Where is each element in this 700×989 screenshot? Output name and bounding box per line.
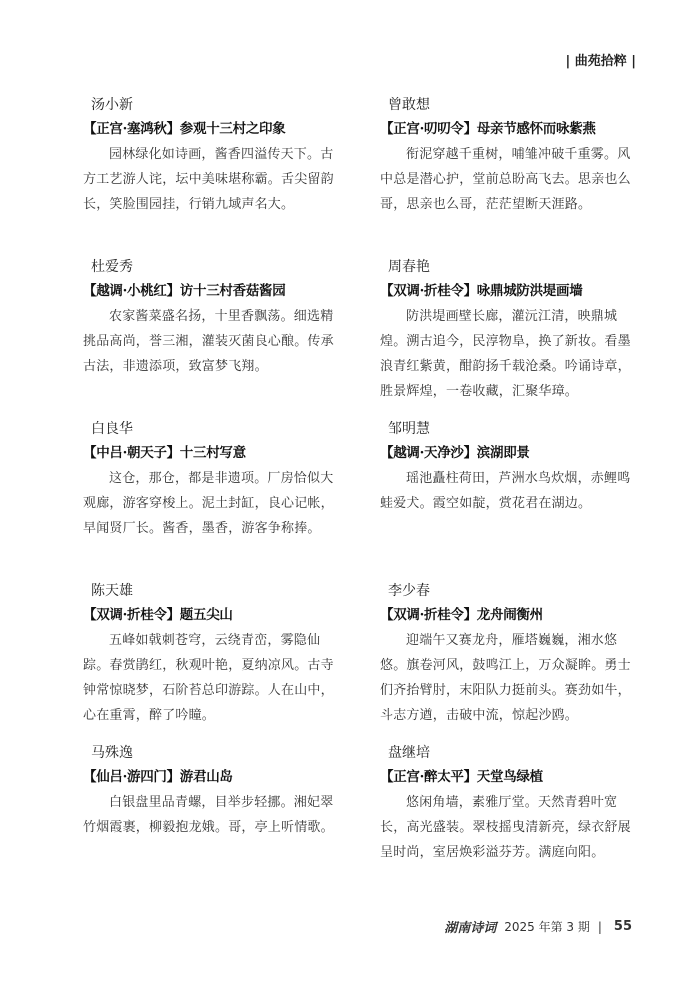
poem-body: 园林绿化如诗画，酱香四溢传天下。古方工艺游人诧，坛中美味堪称霸。舌尖留韵长，笑脸围园挂，行销九域声名大。 — [83, 147, 334, 212]
poem — [380, 94, 632, 256]
poem — [83, 418, 335, 580]
poem-title: 【越调·天净沙】滨湖即景 — [380, 445, 530, 461]
poem-author: 白良华 — [91, 421, 133, 437]
poem-body: 防洪堤画壁长廊，灌沅江清，映鼎城煌。溯古追今，民淳物阜，换了新妆。看墨浪青红紫黄，酣韵扬千载沧桑。吟诵诗章，胜景辉煌，一卷收藏，汇聚华璋。 — [380, 309, 631, 399]
poem-author: 汤小新 — [91, 97, 133, 113]
poem-author: 盘继培 — [388, 745, 430, 761]
poem-author: 李少春 — [388, 583, 430, 599]
poem-title: 【越调·小桃红】访十三村香菇酱园 — [83, 283, 286, 299]
poem-author: 曾敢想 — [388, 97, 430, 113]
poem-author: 马殊逸 — [91, 745, 133, 761]
poem — [83, 580, 335, 742]
poem-title: 【双调·折桂令】咏鼎城防洪堤画墙 — [380, 283, 583, 299]
poem-body: 白银盘里品青螺，目举步轻挪。湘妃翠竹烟霞裹，柳毅抱龙娥。哥，亭上听情歌。 — [83, 795, 334, 835]
poem-author: 邹明慧 — [388, 421, 430, 437]
poem-body: 农家酱菜盛名扬，十里香飘荡。细选精挑品高尚，誉三湘，灌装灭菌良心酿。传承古法，非遗添项，致富梦飞翔。 — [83, 309, 334, 374]
page-number: 55 — [613, 919, 632, 934]
poem-title: 【正宫·醉太平】天堂鸟绿植 — [380, 769, 543, 785]
footer-separator: | — [597, 919, 602, 934]
poem-body: 悠闲角墙，素雅厅堂。天然青碧叶宽长，高光盛装。翠枝摇曳清新亮，绿衣舒展呈时尚，室居焕彩溢芬芳。满庭向阳。 — [380, 795, 631, 860]
poem — [380, 256, 632, 418]
poem-author: 周春艳 — [388, 259, 430, 275]
journal-logo: 湖南诗词 — [444, 921, 497, 936]
poem-author: 杜爱秀 — [91, 259, 133, 275]
poem-body: 衔泥穿越千重树，哺雏冲破千重雾。风中总是潜心护，堂前总盼高飞去。思亲也么哥，思亲也么哥，茫茫望断天涯路。 — [380, 147, 631, 212]
page-footer — [444, 917, 632, 936]
poem-title: 【双调·折桂令】题五尖山 — [83, 607, 233, 623]
issue-label: 2025 年第 3 期 — [504, 920, 590, 934]
section-tag: | 曲苑拾粹 | — [565, 54, 636, 69]
poem — [380, 580, 632, 742]
left-column — [83, 94, 335, 904]
poem-body: 迎端午又赛龙舟，雁塔巍巍，湘水悠悠。旗卷河风，鼓鸣江上，万众凝眸。勇士们齐抬臂肘，末阳队力挺前头。赛劲如牛，斗志方遒，击破中流，惊起沙鸥。 — [380, 633, 631, 723]
poem-title: 【双调·折桂令】龙舟闹衡州 — [380, 607, 543, 623]
poem — [380, 418, 632, 580]
poem-author: 陈天雄 — [91, 583, 133, 599]
poem-title: 【正宫·叨叨令】母亲节感怀而咏紫燕 — [380, 121, 596, 137]
poem — [380, 742, 632, 904]
poem-title: 【正宫·塞鸿秋】参观十三村之印象 — [83, 121, 286, 137]
poem — [83, 256, 335, 418]
poem — [83, 94, 335, 256]
poem-body: 五峰如戟刺苍穹，云绕青峦，雾隐仙踪。春赏鹃红，秋观叶艳，夏纳凉风。古寺钟常惊晓梦，石阶苔总印游踪。人在山中，心在重霄，醉了吟瞳。 — [83, 633, 334, 723]
poem-title: 【中吕·朝天子】十三村写意 — [83, 445, 246, 461]
poem — [83, 742, 335, 904]
poem-title: 【仙吕·游四门】游君山岛 — [83, 769, 233, 785]
poem-body: 这仓，那仓，都是非遗项。厂房恰似大观廊，游客穿梭上。泥土封缸，良心记帐，早闻贤厂长。酱香，墨香，游客争称捧。 — [83, 471, 334, 536]
right-column — [380, 94, 632, 904]
poem-body: 瑶池矗柱荷田，芦洲水鸟炊烟，赤鲤鸣蛙爱犬。霞空如靛，赏花君在湖边。 — [380, 471, 631, 511]
